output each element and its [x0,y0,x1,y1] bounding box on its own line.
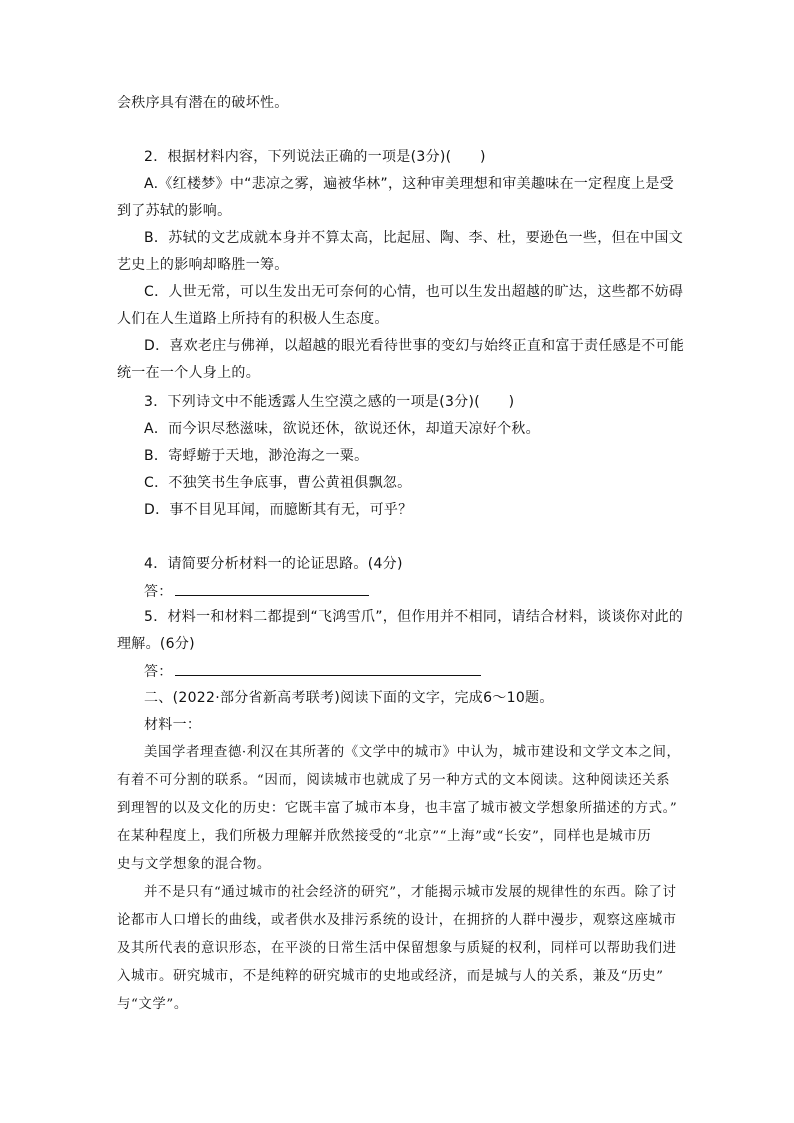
question-4-stem: 4．请简要分析材料一的论证思路。(4分) [144,556,403,572]
option-2c-cont: 人们在人生道路上所持有的积极人生态度。 [117,311,389,327]
option-2d-cont: 统一在一个人身上的。 [117,365,260,381]
answer-4-blank[interactable] [175,582,369,596]
question-5-cont: 理解。(6分) [117,636,195,652]
option-3c: C．不独笑书生争底事，曹公黄祖俱飘忽。 [144,475,412,491]
passage-line: 与“文学”。 [117,997,188,1012]
question-3-stem: 3．下列诗文中不能透露人生空漠之感的一项是(3分)( ) [144,394,515,410]
answer-5-label: 答： [144,664,173,680]
answer-5-blank[interactable] [175,662,481,676]
text-line: 会秩序具有潜在的破坏性。 [117,95,289,111]
passage-line: 论都市人口增长的曲线，或者供水及排污系统的设计，在拥挤的人群中漫步，观察这座城市 [117,913,677,928]
option-2b-cont: 艺史上的影响却略胜一筹。 [117,257,289,273]
option-3a: A．而今识尽愁滋味，欲说还休，欲说还休，却道天凉好个秋。 [144,421,540,437]
option-2d: D．喜欢老庄与佛禅，以超越的眼光看待世事的变幻与始终正直和富于责任感是不可能 [144,338,685,354]
section-2-heading: 二、(2022·部分省新高考联考)阅读下面的文字，完成6～10题。 [144,690,554,706]
answer-5-line [144,662,481,681]
material-1-label: 材料一： [144,717,202,733]
option-3d: D．事不目见耳闻，而臆断其有无，可乎？ [144,502,413,518]
passage-line: 史与文学想象的混合物。 [117,857,271,872]
passage-line: 美国学者理查德·利汉在其所著的《文学中的城市》中认为，城市建设和文学文本之间， [144,745,681,760]
option-2a: A.《红楼梦》中“悲凉之雾，遍被华林”，这种审美理想和审美趣味在一定程度上是受 [144,176,674,192]
passage-line: 入城市。研究城市，不是纯粹的研究城市的史地或经济，而是城与人的关系，兼及“历史” [117,969,664,984]
passage-line: 并不是只有“通过城市的社会经济的研究”，才能揭示城市发展的规律性的东西。除了讨 [144,885,677,900]
passage-line: 及其所代表的意识形态，在平淡的日常生活中保留想象与质疑的权利，同样可以帮助我们进 [117,941,677,956]
passage-line: 有着不可分割的联系。“因而，阅读城市也就成了另一种方式的文本阅读。这种阅读还关系 [117,773,671,788]
passage-line: 到理智的以及文化的历史：它既丰富了城市本身，也丰富了城市被文学想象所描述的方式。” [117,801,678,816]
answer-4-line [144,582,369,601]
answer-4-label: 答： [144,584,173,600]
option-2a-cont: 到了苏轼的影响。 [117,203,232,219]
option-2c: C．人世无常，可以生发出无可奈何的心情，也可以生发出超越的旷达，这些都不妨碍 [144,284,684,300]
option-2b: B．苏轼的文艺成就本身并不算太高，比起屈、陶、李、杜，要逊色一些，但在中国文 [144,230,684,246]
question-5-stem: 5．材料一和材料二都提到“飞鸿雪爪”，但作用并不相同，请结合材料，谈谈你对此的 [144,609,684,625]
passage-line: 在某种程度上，我们所极力理解并欣然接受的“北京”“上海”或“长安”，同样也是城市历 [117,829,652,844]
question-2-stem: 2．根据材料内容，下列说法正确的一项是(3分)( ) [144,149,486,165]
option-3b: B．寄蜉蝣于天地，渺沧海之一粟。 [144,448,369,464]
